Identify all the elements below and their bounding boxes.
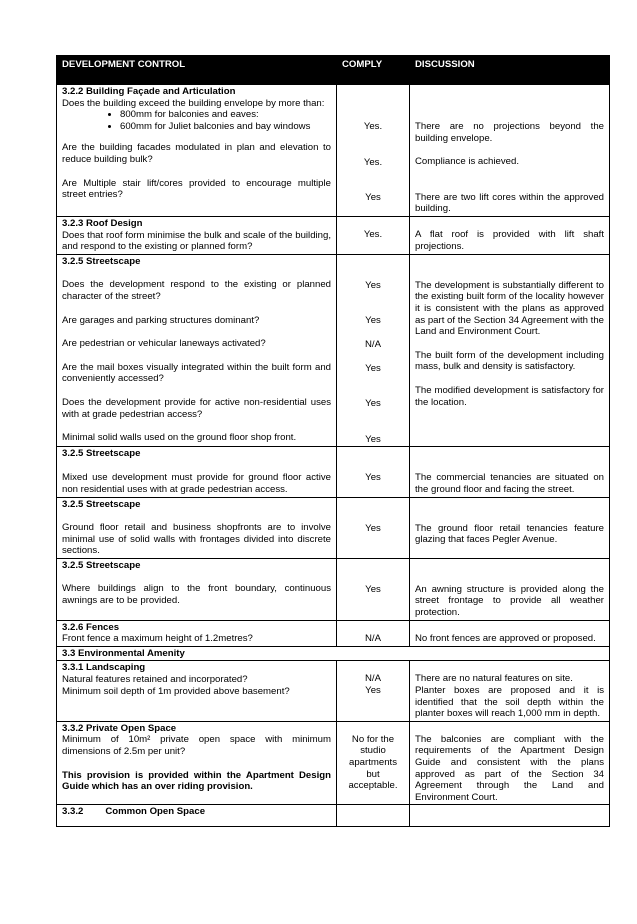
spacer xyxy=(62,350,331,362)
section-heading: 3.2.6 Fences xyxy=(62,621,120,633)
comply-value: Yes. xyxy=(363,228,383,240)
comply-cell xyxy=(337,661,410,721)
spacer xyxy=(62,303,331,315)
bullet-list xyxy=(62,109,331,132)
spacer xyxy=(342,291,404,315)
spacer xyxy=(342,662,404,673)
discussion-text: An awning structure is provided along the street frontage to provide all weather protection. xyxy=(415,583,604,619)
comply-value: Yes xyxy=(365,472,381,484)
spacer xyxy=(415,168,604,192)
comply-cell xyxy=(337,254,410,447)
control-cell xyxy=(57,216,337,254)
table-row xyxy=(57,805,610,827)
spacer xyxy=(62,510,331,522)
spacer xyxy=(342,86,404,121)
comply-value: Yes xyxy=(365,398,381,410)
spacer xyxy=(342,327,404,339)
question: Ground floor retail and business shopfronts are to involve minimal use of solid walls with frontages divided into discrete sections. xyxy=(62,522,331,557)
question: Front fence a maximum height of 1.2metres? xyxy=(62,633,253,645)
question: Are Multiple stair lift/cores provided to encourage multiple street entries? xyxy=(62,177,331,201)
table-row xyxy=(57,646,610,661)
control-cell xyxy=(57,661,337,721)
comply-cell xyxy=(337,721,410,805)
discussion-cell xyxy=(410,805,610,827)
discussion-text: There are no projections beyond the building envelope. xyxy=(415,121,604,144)
spacer xyxy=(415,723,604,734)
comply-cell xyxy=(337,805,410,827)
spacer xyxy=(342,622,404,633)
spacer xyxy=(415,256,604,280)
spacer xyxy=(415,560,604,584)
spacer xyxy=(342,374,404,398)
comply-value: N/A xyxy=(365,338,381,350)
provision-note: This provision is provided within the Apartment Design Guide which has an over riding provision. xyxy=(62,769,331,793)
spacer xyxy=(62,385,331,397)
spacer xyxy=(415,448,604,472)
comply-cell xyxy=(337,558,410,620)
header-development-control: DEVELOPMENT CONTROL xyxy=(57,56,337,85)
spacer xyxy=(62,326,331,338)
control-cell xyxy=(57,558,337,620)
section-heading: 3.2.5 Streetscape xyxy=(62,559,141,571)
spacer xyxy=(62,758,331,770)
question: Does the building exceed the building envelope by more than: xyxy=(62,97,325,109)
discussion-text: Compliance is achieved. xyxy=(415,156,519,168)
discussion-text: The modified development is satisfactory for the location. xyxy=(415,384,604,408)
spacer xyxy=(415,662,604,673)
comply-value: N/A xyxy=(365,632,381,644)
control-cell xyxy=(57,447,337,497)
spacer xyxy=(415,218,604,229)
spacer xyxy=(62,267,331,279)
section-heading: 3.2.5 Streetscape xyxy=(62,498,141,510)
question: Does the development respond to the existing or planned character of the street? xyxy=(62,279,331,302)
discussion-text: The balconies are compliant with the requirements of the Apartment Design Guide and consistent with the plans approved as part of the Section 34 Agreement through the Land and Environment Court. xyxy=(415,733,604,803)
section-heading: 3.3.1 Landscaping xyxy=(62,662,146,674)
question: Natural features retained and incorporated? xyxy=(62,674,248,686)
list-item: • 600mm for Juliet balconies and bay windows xyxy=(120,121,331,133)
table-header-row xyxy=(57,56,610,85)
question: Are the mail boxes visually integrated within the built form and conveniently accessed? xyxy=(62,361,331,385)
discussion-cell xyxy=(410,447,610,497)
section-heading: 3.2.5 Streetscape xyxy=(62,255,141,267)
spacer xyxy=(62,460,331,472)
comply-value: Yes xyxy=(365,433,381,445)
question: Does that roof form minimise the bulk and scale of the building, and respond to the existing or planned form? xyxy=(62,229,331,253)
discussion-text: The development is substantially different to the existing built form of the locality however it is consistent with the plans as approved as part of the Section 34 Agreement with the Land and Environment Court. xyxy=(415,279,604,338)
comply-value: Yes xyxy=(365,192,381,204)
section-number: 3.3.2 xyxy=(62,806,84,818)
spacer xyxy=(415,338,604,350)
list-item: • 800mm for balconies and eaves: xyxy=(120,109,331,121)
spacer xyxy=(342,256,404,280)
comply-cell xyxy=(337,447,410,497)
table-row xyxy=(57,254,610,447)
header-discussion: DISCUSSION xyxy=(410,56,610,85)
comply-value: Yes xyxy=(365,315,381,327)
discussion-text: The ground floor retail tenancies feature glazing that faces Pegler Avenue. xyxy=(415,522,604,546)
section-heading: Common Open Space xyxy=(105,806,206,818)
table-row xyxy=(57,558,610,620)
discussion-cell xyxy=(410,254,610,447)
comply-value: N/A xyxy=(365,673,381,685)
spacer xyxy=(342,410,404,434)
development-control-table xyxy=(56,55,610,827)
discussion-cell xyxy=(410,558,610,620)
spacer xyxy=(342,499,404,523)
comply-value: Yes xyxy=(365,522,381,534)
spacer xyxy=(415,86,604,121)
table-row xyxy=(57,661,610,721)
spacer xyxy=(342,723,404,734)
comply-value: Yes. xyxy=(363,121,383,132)
spacer xyxy=(415,373,604,385)
spacer xyxy=(62,132,331,142)
discussion-cell xyxy=(410,497,610,558)
comply-cell xyxy=(337,620,410,646)
spacer xyxy=(342,560,404,584)
spacer xyxy=(415,499,604,523)
comply-cell xyxy=(337,216,410,254)
table-row xyxy=(57,447,610,497)
discussion-text: No front fences are approved or proposed. xyxy=(415,632,596,644)
discussion-text: Planter boxes are proposed and it is identified that the soil depth within the planter boxes will reach 1,000 mm in depth. xyxy=(415,685,604,720)
header-comply: COMPLY xyxy=(337,56,410,85)
discussion-text: There are two lift cores within the approved building. xyxy=(415,191,604,215)
question: Does the development provide for active non-residential uses with at grade pedestrian access? xyxy=(62,396,331,420)
discussion-cell xyxy=(410,85,610,217)
spacer xyxy=(415,622,604,633)
spacer xyxy=(62,571,331,583)
spacer xyxy=(342,448,404,472)
comply-value: No for the studio apartments but acceptable. xyxy=(348,733,398,792)
table-row xyxy=(57,497,610,558)
table-row xyxy=(57,721,610,805)
spacer xyxy=(342,133,404,157)
question: Where buildings align to the front boundary, continuous awnings are to be provided. xyxy=(62,583,331,607)
control-cell xyxy=(57,805,337,827)
question: Mixed use development must provide for ground floor active non residential uses with at grade pedestrian access. xyxy=(62,471,331,495)
comply-value: Yes xyxy=(365,279,381,291)
section-heading: 3.3.2 Private Open Space xyxy=(62,722,177,734)
question: Are garages and parking structures dominant? xyxy=(62,314,260,326)
discussion-cell xyxy=(410,216,610,254)
discussion-cell xyxy=(410,620,610,646)
comply-value: Yes xyxy=(365,583,381,595)
discussion-text: A flat roof is provided with lift shaft projections. xyxy=(415,228,604,252)
control-cell xyxy=(57,497,337,558)
spacer xyxy=(415,144,604,156)
section-heading: 3.3 Environmental Amenity xyxy=(57,646,610,661)
control-cell xyxy=(57,721,337,805)
discussion-cell xyxy=(410,721,610,805)
discussion-text: There are no natural features on site. xyxy=(415,673,573,685)
comply-value: Yes xyxy=(365,362,381,374)
question: Minimum of 10m² private open space with minimum dimensions of 2.5m per unit? xyxy=(62,734,331,757)
spacer xyxy=(342,351,404,363)
discussion-text: The built form of the development including mass, bulk and density is satisfactory. xyxy=(415,349,604,373)
table-row xyxy=(57,620,610,646)
question: Minimal solid walls used on the ground floor shop front. xyxy=(62,432,297,444)
section-heading: 3.2.5 Streetscape xyxy=(62,448,141,460)
control-cell xyxy=(57,254,337,447)
discussion-cell xyxy=(410,661,610,721)
control-cell xyxy=(57,85,337,217)
spacer xyxy=(62,166,331,178)
comply-cell xyxy=(337,85,410,217)
discussion-text: The commercial tenancies are situated on the ground floor and facing the street. xyxy=(415,472,604,495)
spacer xyxy=(342,218,404,229)
section-heading: 3.2.2 Building Façade and Articulation xyxy=(62,86,236,97)
question: Are the building facades modulated in plan and elevation to reduce building bulk? xyxy=(62,142,331,165)
spacer xyxy=(342,168,404,192)
section-heading: 3.2.3 Roof Design xyxy=(62,217,143,229)
comply-value: Yes. xyxy=(363,156,383,168)
question: Minimum soil depth of 1m provided above basement? xyxy=(62,685,290,697)
table-row xyxy=(57,216,610,254)
control-cell xyxy=(57,620,337,646)
question: Are pedestrian or vehicular laneways activated? xyxy=(62,338,266,350)
table-row xyxy=(57,85,610,217)
comply-cell xyxy=(337,497,410,558)
spacer xyxy=(62,420,331,432)
comply-value: Yes xyxy=(365,685,381,697)
